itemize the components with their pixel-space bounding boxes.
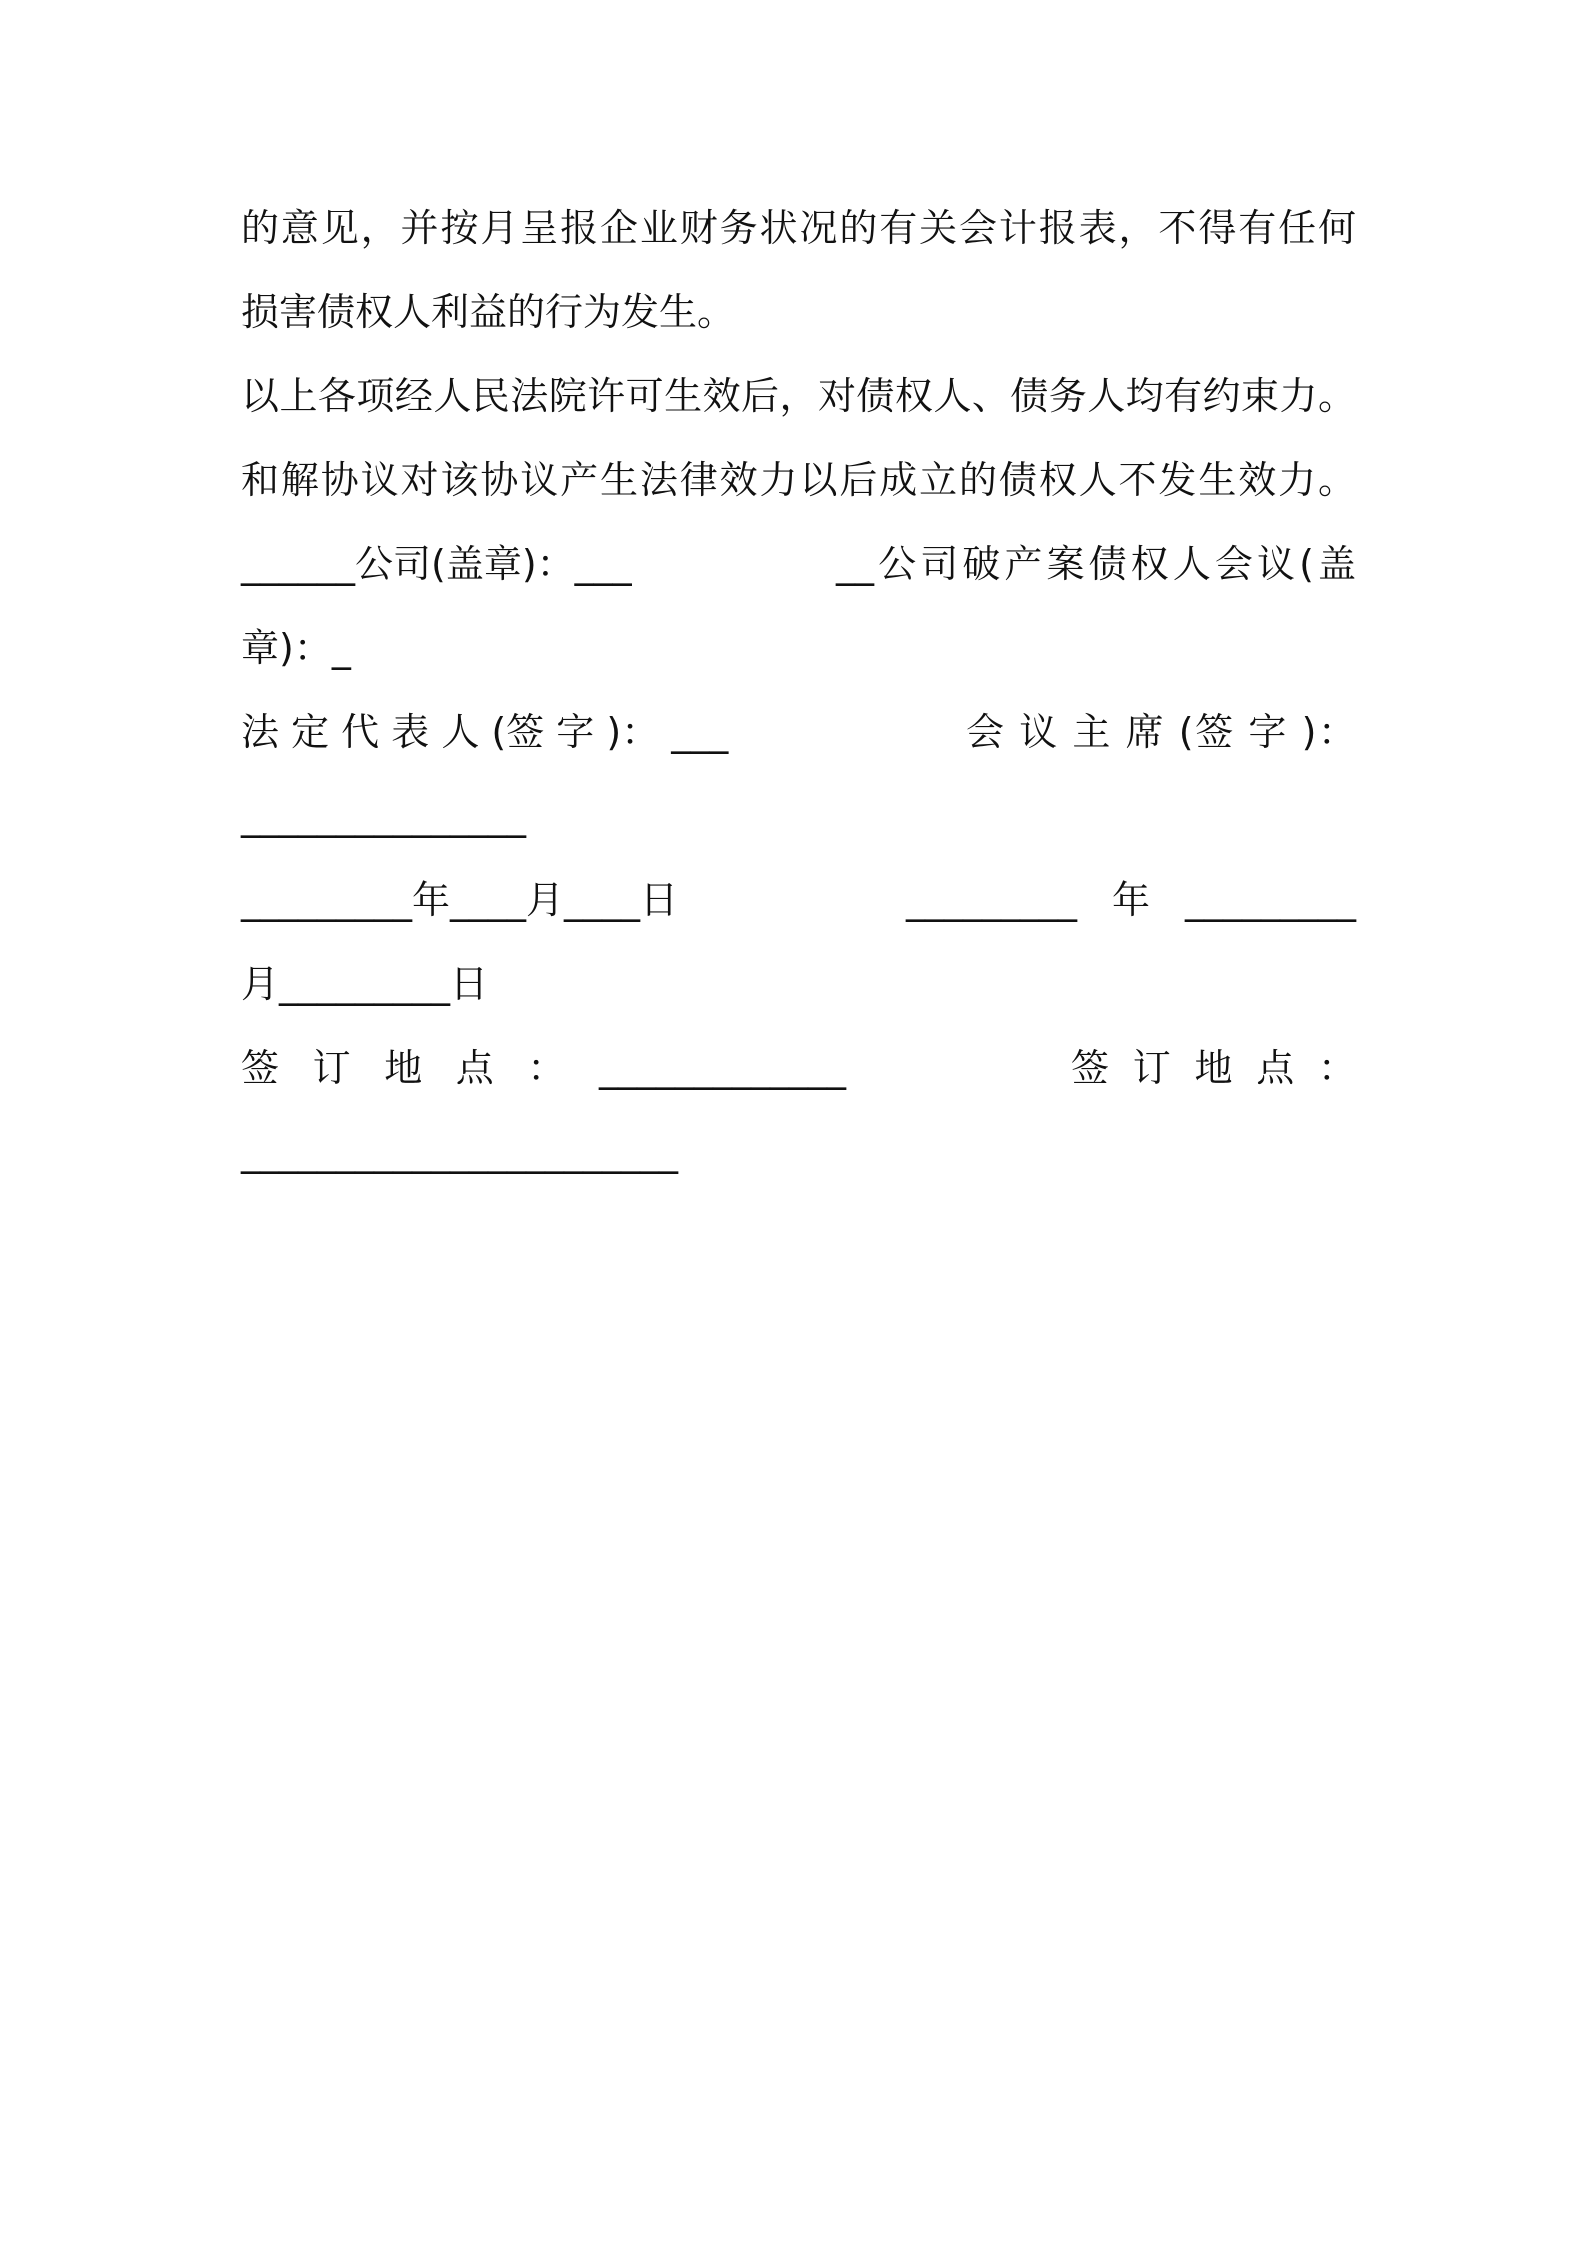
representative-row [241, 704, 1356, 760]
paragraph-line: 的意见，并按月呈报企业财务状况的有关会计报表，不得有任何 [241, 206, 1356, 250]
signing-place-right-line: _______________________ [241, 1130, 678, 1174]
date-left: _________年____月____日 [241, 878, 679, 922]
legal-representative-signature: 法 定 代 表 人 (签 字 )： ___ [241, 710, 729, 754]
signing-place-left: 签 订 地 点 ： _____________ [241, 1046, 846, 1090]
date-row [241, 872, 1356, 928]
creditors-meeting-seal-right: __公司破产案债权人会议(盖 [836, 542, 1356, 586]
paragraph: 以上各项经人民法院许可生效后，对债权人、债务人均有约束力。 [241, 374, 1356, 418]
date-right-continued: 月_________日 [241, 962, 489, 1006]
meeting-chair-signature: 会 议 主 席 (签 字 )： [966, 710, 1356, 754]
paragraph-line: 损害债权人利益的行为发生。 [241, 290, 736, 334]
place-row [241, 1040, 1356, 1096]
signature-company-row [241, 536, 1356, 592]
signature-company-row-continued: 章)：_ [241, 626, 351, 670]
company-seal-left: ______公司(盖章)：___ [241, 542, 632, 586]
date-right: _________年_________ [906, 878, 1356, 922]
paragraph: 和解协议对该协议产生法律效力以后成立的债权人不发生效力。 [241, 458, 1356, 502]
signing-place-right: 签 订 地 点 ： [1071, 1046, 1356, 1090]
meeting-chair-signature-line: _______________ [241, 794, 526, 838]
